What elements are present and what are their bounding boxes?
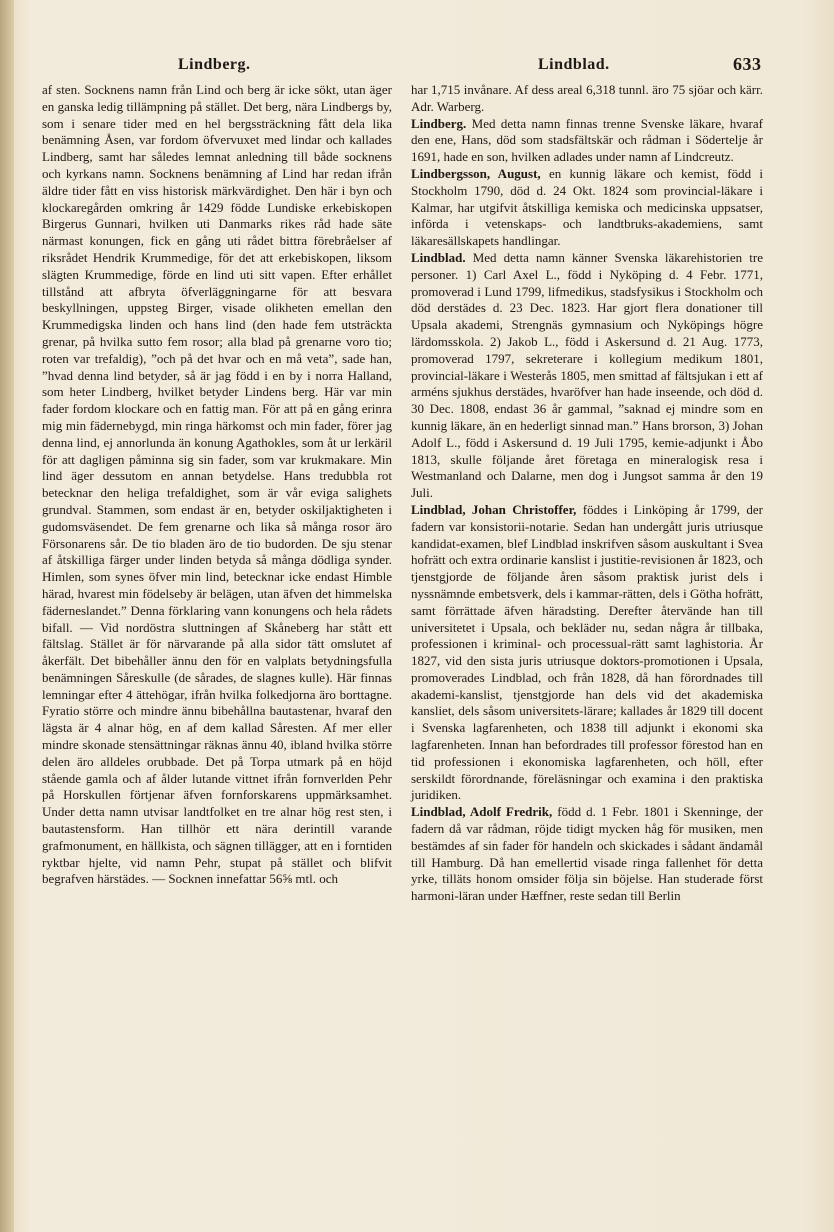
running-header [0,50,834,78]
left-column-text: af sten. Socknens namn från Lind och berg är icke sökt, utan äger en ganska ledig tillämpning på stället. Det berg, nära Lindbergs by, som i senare tider med en hel bergssträckning fått dela lika benämning Åsen, var fordom öfvervuxet med lindar och kallades Lindberg, samt har således lemnat anledning till både socknens och kyrkans namn. Socknens benämning af Lind har redan ifrån äldre tider fått en viss historisk märkvärdighet. Den här i byn och klockaregården omkring år 1429 födde Lundiske erkebiskopen Birgerus Gunnari, hvilken uti Danmarks rikes råd hade säte närmast konungen, fick en gång uti rådet bittra förebråelser af riksrådet Hendrik Krummedige, för det att erkebiskopen, liksom slägten Krummedige, förde en lind uti sitt vapen. Efter erhållet tillstånd att afbryta öfverläggningarne för att besvara beskyllningen, uppsteg Birger, visade olikheten emellan den Krummedigska linden och hans lind (den hade fem utsträckta grenar, på hvilka sutto fem rosor; alla blad på grenarne voro tio; roten var trefaldig), ”och på det hvar och en må veta”, sade han, ”hvad denna lind betyder, så är jag född i en by i norra Halland, som heter Lindberg, hvilket betyder Lindens berg. Här var min fader fordom klockare och en fattig man. För att på en gång erinra mig min fädernebygd, min ringa härkomst och min fader, förer jag denna lind, ej annorlunda än konung Agathokles, som åt ur lerkäril för att dagligen påminna sig sin fader, som var krukmakare. Min lind äger dessutom en annan betydelse. Hans tredubbla rot betecknar den heliga trefaldighet, som är vår eviga salighets grundval. Stammen, som endast är en, betyder oskiljaktigheten i gudomsväsendet. De fem grenarne och lika så många rosor äro Försonarens sår. De tio bladen äro de tio budorden. De sju stenar af åtskilliga färger under linden betyda så många dödliga synder. Himlen, som synes öfver min lind, betecknar icke endast Himble härad, hvarest min födelseby är belägen, utan äfven det himmelska fäderneslandet.” Denna förklaring vann konungens och hela rådets bifall. — Vid nordöstra sluttningen af Skåneberg har stått ett fältslag. Stället är för närvarande på alla sidor tätt omslutet af åkerfält. Det bibehåller ännu den för en valplats betydningsfulla benämningen Såreskulle (de sårades, de slagnes kulle). Här finnas lemningar efter 4 ättehögar, ifrån hvilka folkedjorna äro borttagne. Fyratio större och mindre ännu bibehållna bautastenar, hvaraf den lägsta är 4 alnar hög, en af dem kallad Såresten. Af mer eller mindre skonade stensättningar räknas ännu 40, ibland hvilka större delen äro alldeles orubbade. Det på Torpa utmark på en höjd stående gamla och af ålder lutande vittnet ifrån fornverlden Pehr på Horskullen förtjenar äfven fornforskarens uppmärksamhet. Under detta namn utvisar landtfolket en tre alnar hög rest sten, i bautastensform. Han tillhör ett nära derintill varande grafmonument, en hällkista, och sägnen tillägger, att en i forntiden ryktbar hjelte, vid namn Pehr, stupat på stället och blifvit begrafven härstädes. — Socknen innefattar 56⅝ mtl. och [42,82,392,887]
entry-text: Med detta namn känner Svenska läkarehistorien tre personer. 1) Carl Axel L., född i Nyköping d. 4 Febr. 1771, promoverad i Lund 1799, lifmedikus, stadsfysikus i Stockholm och död derstädes d. 23 Dec. 1823. Har gjort flera donationer till Upsala akademi, Strengnäs gymnasium och Nyköpings högre lärdomsskola. 2) Jakob L., född i Askersund d. 21 Aug. 1773, promoverad 1797, sekreterare i kollegium medikum 1801, provincial-läkare i Westerås 1805, men smittad af fältsjukan i ett af arméns sjukhus derstädes, hvaröfver han hade inseende, och död d. 30 Dec. 1808, endast 36 år gammal, ”saknad ej mindre som en kunnig läkare, än en hederligt sinnad man.” Hans brorson, 3) Johan Adolf L., född i Askersund d. 19 Juli 1795, kemie-adjunkt i Åbo 1813, skulle följande året företaga en mineralogisk resa i Westmanland och Dalarne, men dog i Jungsot samma år den 19 Juli. [411,249,763,501]
entry-text: född d. 1 Febr. 1801 i Skenninge, der fadern då var rådman, röjde tidigt mycken håg för musiken, men bestämdes af sin fader för handeln och skickades i sådant ändamål till Hamburg. Då han emellertid visade ringa fallenhet för detta yrke, tilläts honom omsider följa sin böjelse. Han studerade först harmoni-läran under Hæffner, reste sedan till Berlin [411,804,763,904]
page-number: 633 [733,54,762,74]
entry-lindblad [411,250,763,502]
entry-lindbergsson [411,166,763,250]
header-right-title: Lindblad. [538,56,610,73]
entry-lindberg [411,116,763,166]
entry-continuation [411,82,763,116]
entry-headword: Lindblad, Adolf Fredrik, [411,804,553,820]
entry-text: föddes i Linköping år 1799, der fadern var konsistorii-notarie. Sedan han undergått juris utriusque kandidat-examen, blef Lindblad inskrifven såsom auskultant i Svea hofrätt och extra ordinarie kanslist i justitie-revisionen år 1823, och tjenstgjorde de följande åren såsom praktisk jurist dels i nyssnämnde embetsverk, dels i kammar-rätten, dels i Götha hofrätt, samt förrättade äfven häradsting. Derefter återvände han till universitetet i Upsala, och bekläder nu, sedan några år tillbaka, professionen i kriminal- och processual-rätt samt laghistoria. År 1827, vid den sista juris utriusque doktors-promotionen i Upsala, promoverades Lindblad, och från 1828, då han förordnades till akademi-kanslist, tjenstgjorde han dels vid det akademiska kansliet, dels såsom universitets-lärare; kallades år 1829 till docent i Svenska lagfarenheten, och 1838 till adjunkt i ekonomi ska lagfarenheten. Innan han befordrades till professor förestod han en tid professionen i ekonomiska lagfarenheten, och höll, efter serskildt förordnande, föreläsningar och examina i den praktiska juridiken. [411,501,763,803]
entry-text: har 1,715 invånare. Af dess areal 6,318 tunnl. äro 75 sjöar och kärr. Adr. Warberg. [411,82,763,114]
entry-headword: Lindberg. [411,115,467,131]
header-left-title: Lindberg. [178,56,251,73]
page-binding-edge [0,0,14,1232]
entry-headword: Lindblad, Johan Christoffer, [411,501,577,517]
entry-lindblad-johan-christoffer [411,502,763,804]
entry-text: Med detta namn finnas trenne Svenske läkare, hvaraf den ene, Hans, död som stadsfältskär och rådman i Södertelje år 1691, hade en son, hvilken adlades under namn af Lindcreutz. [411,115,763,165]
entry-headword: Lindblad. [411,249,466,265]
entry-text: en kunnig läkare och kemist, född i Stockholm 1790, död d. 24 Okt. 1824 som provincial-läkare i Kalmar, har utgifvit åtskilliga kemiska och medicinska uppsatser, införda i vetenskaps- och landtbruks-akademiens, samt läkaresällskapets handlingar. [411,165,763,249]
entry-lindblad-adolf-fredrik [411,804,763,905]
left-column [42,82,392,1222]
entry-headword: Lindbergsson, August, [411,165,541,181]
right-column [411,82,763,1222]
